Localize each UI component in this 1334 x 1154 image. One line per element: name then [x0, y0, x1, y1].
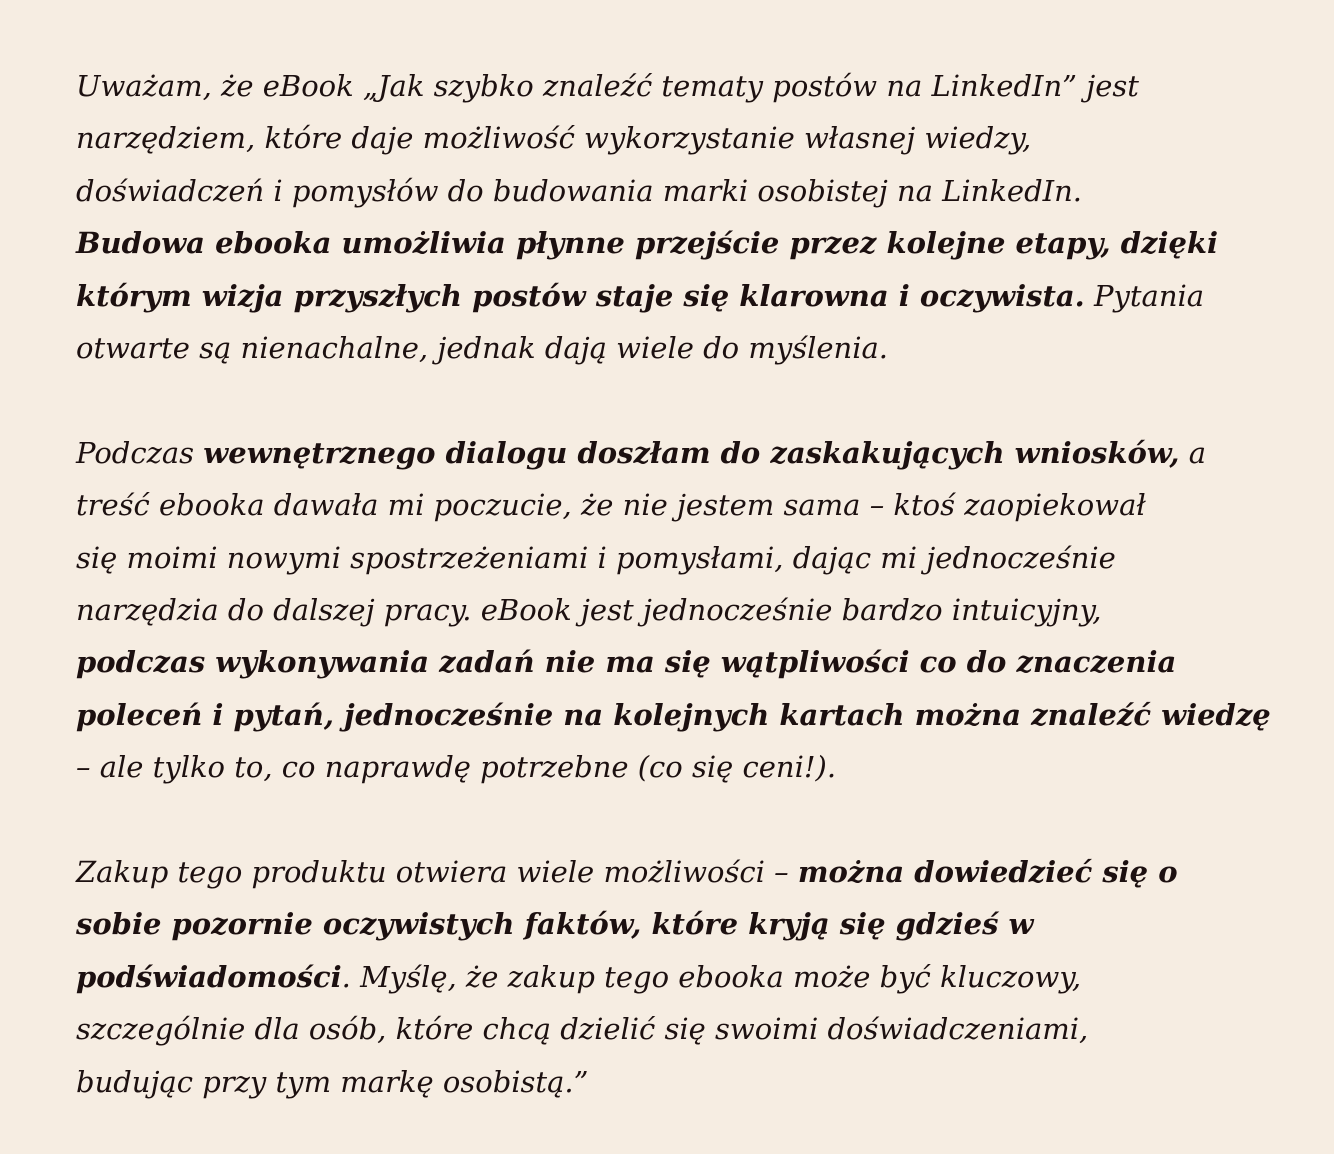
text-segment: . Myślę, że zakup tego ebooka może być kluczowy,: [341, 959, 1082, 994]
bold-text-segment: którym wizja przyszłych postów staje się klarowna i oczywista.: [76, 278, 1085, 313]
text-line: [76, 951, 1276, 1003]
text-segment: a: [1179, 435, 1207, 470]
text-segment: narzędziem, które daje możliwość wykorzystanie własnej wiedzy,: [76, 121, 1032, 156]
text-line: [76, 112, 1276, 164]
bold-text-segment: Budowa ebooka umożliwia płynne przejście przez kolejne etapy, dzięki: [76, 226, 1219, 261]
text-segment: szczególnie dla osób, które chcą dzielić się swoimi doświadczeniami,: [76, 1012, 1089, 1047]
text-line: [76, 479, 1276, 531]
paragraph: [76, 427, 1276, 794]
text-line: [76, 1056, 1276, 1108]
text-segment: Zakup tego produktu otwiera wiele możliwości –: [76, 855, 798, 890]
text-segment: treść ebooka dawała mi poczucie, że nie jestem sama – ktoś zaopiekował: [76, 488, 1146, 523]
text-segment: Uważam, że eBook „Jak szybko znaleźć tematy postów na LinkedIn” jest: [76, 69, 1139, 103]
text-line: [76, 846, 1276, 898]
text-segment: Podczas: [76, 435, 204, 470]
text-segment: budując przy tym markę osobistą.”: [76, 1064, 589, 1099]
text-line: [76, 427, 1276, 479]
text-segment: otwarte są nienachalne, jednak dają wiele do myślenia.: [76, 331, 888, 366]
testimonial-text: [76, 60, 1276, 1108]
bold-text-segment: można dowiedzieć się o: [797, 855, 1178, 890]
text-segment: doświadczeń i pomysłów do budowania marki osobistej na LinkedIn.: [76, 173, 1083, 208]
paragraph: [76, 60, 1276, 374]
text-line: [76, 898, 1276, 950]
text-line: [76, 636, 1276, 688]
text-line: [76, 322, 1276, 374]
text-segment: Pytania: [1084, 278, 1205, 313]
text-line: [76, 60, 1276, 112]
text-line: [76, 584, 1276, 636]
text-segment: się moimi nowymi spostrzeżeniami i pomysłami, dając mi jednocześnie: [76, 540, 1116, 575]
bold-text-segment: sobie pozornie oczywistych faktów, które kryją się gdzieś w: [76, 907, 1034, 942]
text-line: [76, 532, 1276, 584]
paragraph: [76, 846, 1276, 1108]
text-line: [76, 165, 1276, 217]
text-line: [76, 217, 1276, 269]
bold-text-segment: podczas wykonywania zadań nie ma się wątpliwości co do znaczenia: [76, 645, 1177, 680]
bold-text-segment: podświadomości: [76, 959, 342, 994]
text-segment: – ale tylko to, co naprawdę potrzebne (co się ceni!).: [76, 750, 837, 785]
bold-text-segment: wewnętrznego dialogu doszłam do zaskakujących wniosków,: [203, 435, 1180, 470]
text-line: [76, 741, 1276, 793]
text-line: [76, 270, 1276, 322]
text-segment: narzędzia do dalszej pracy. eBook jest jednocześnie bardzo intuicyjny,: [76, 593, 1102, 628]
text-line: [76, 1003, 1276, 1055]
text-line: [76, 689, 1276, 741]
bold-text-segment: poleceń i pytań, jednocześnie na kolejnych kartach można znaleźć wiedzę: [76, 697, 1271, 732]
